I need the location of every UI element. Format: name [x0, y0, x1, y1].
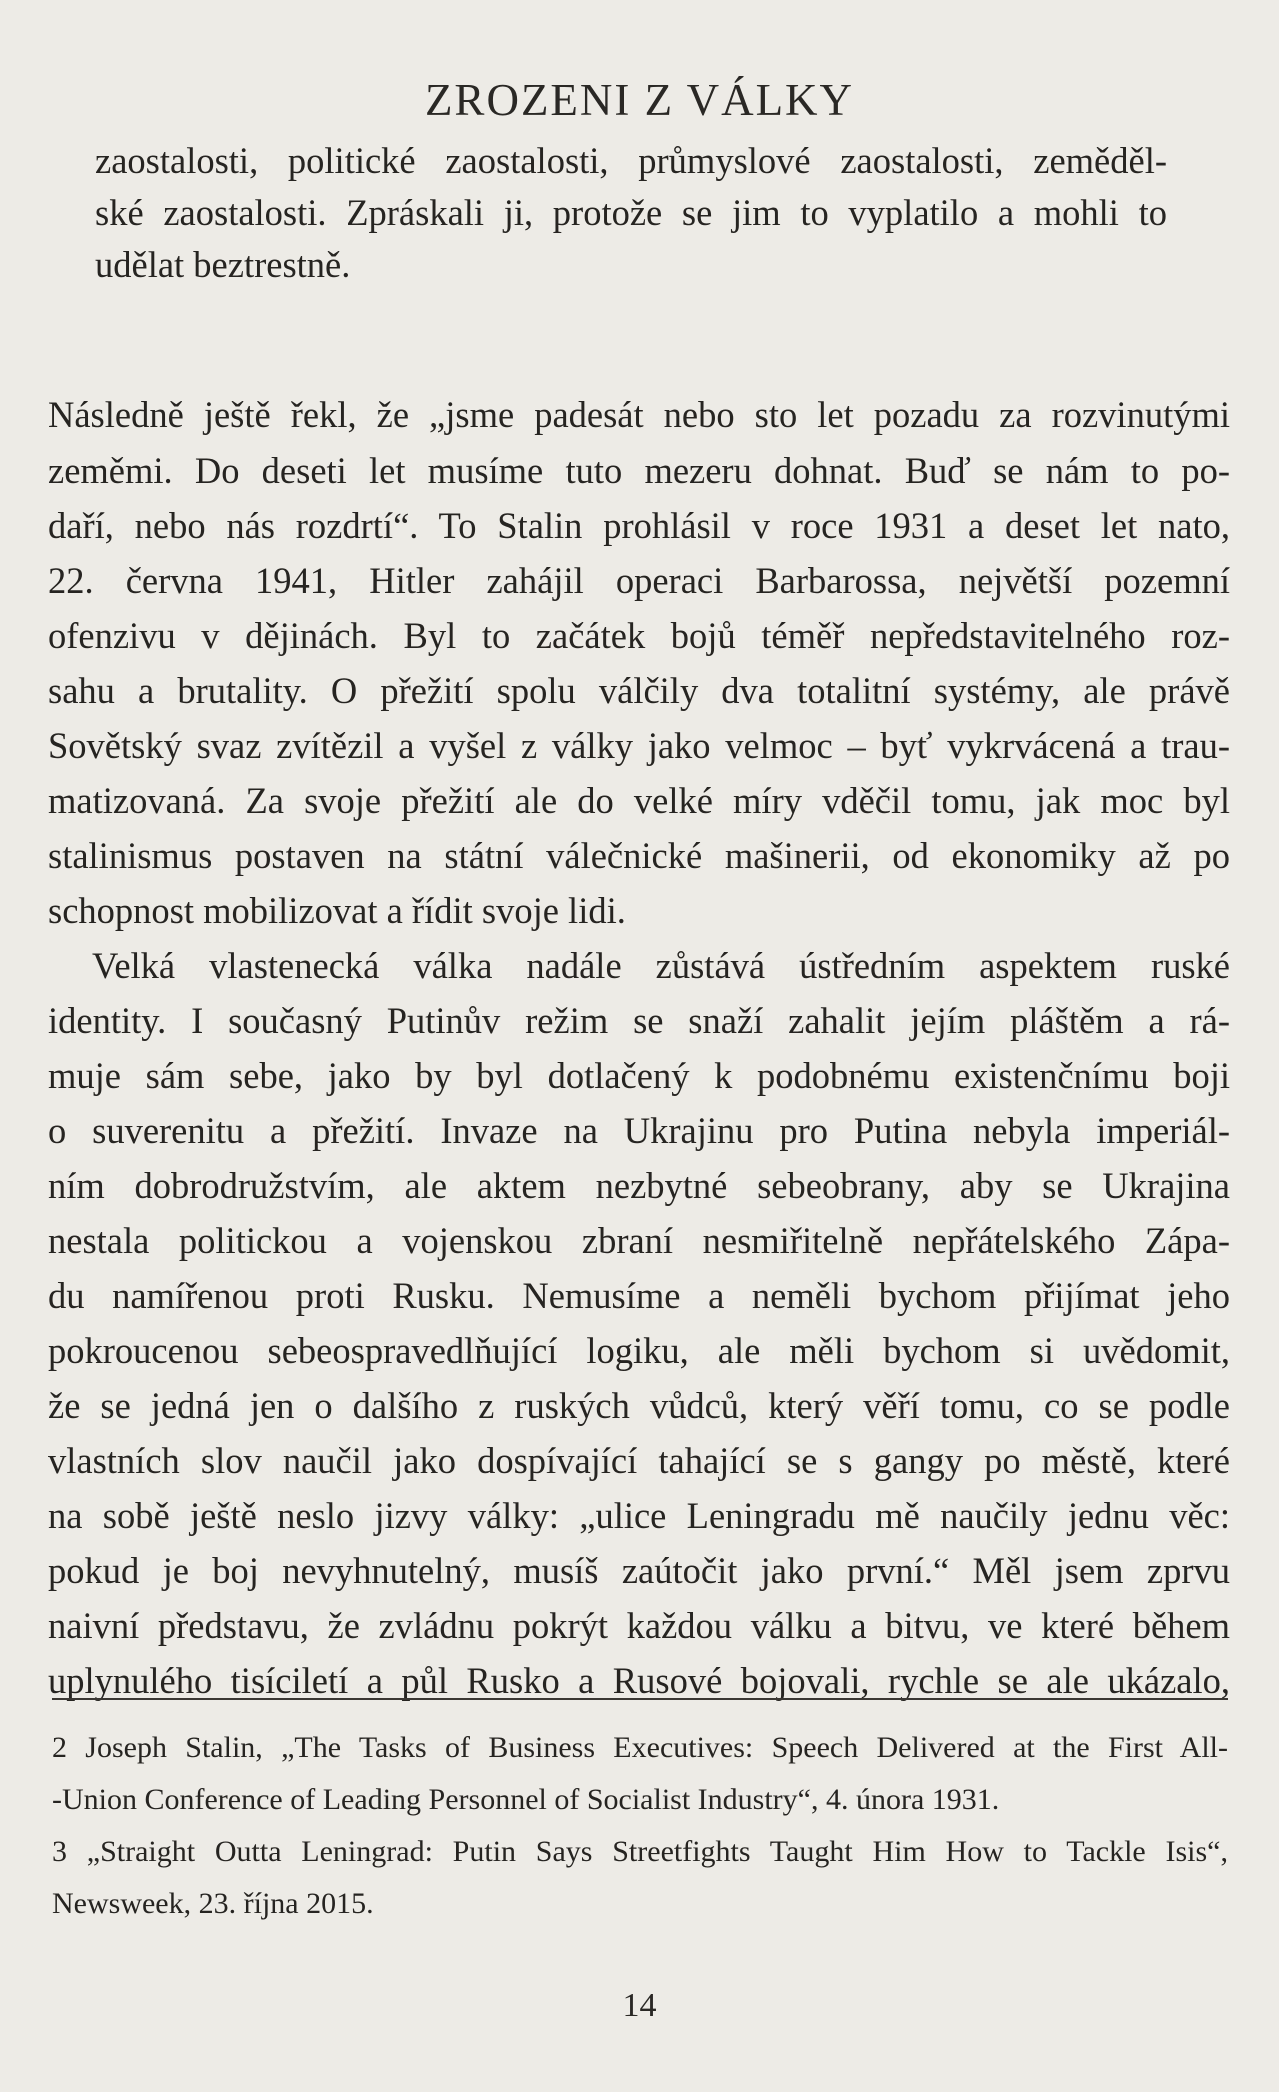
body-line: identity. I současný Putinův režim se snaží zahalit jejím pláštěm a rá-: [48, 1000, 1230, 1041]
footnote-line: -Union Conference of Leading Personnel of Socialist Industry“, 4. února 1931.: [52, 1783, 1000, 1816]
body-line: že se jedná jen o dalšího z ruských vůdců, který věří tomu, co se podle: [48, 1385, 1230, 1426]
body-line: zaostalosti, politické zaostalosti, průmyslové zaostalosti, zeměděl-: [95, 140, 1167, 181]
footnote-line: Newsweek, 23. října 2015.: [52, 1887, 374, 1920]
body-line: muje sám sebe, jako by byl dotlačený k podobnému existenčnímu boji: [48, 1055, 1230, 1096]
footnote-line: 2 Joseph Stalin, „The Tasks of Business Executives: Speech Delivered at the First All-: [52, 1731, 1228, 1764]
body-line: 22. června 1941, Hitler zahájil operaci Barbarossa, největší pozemní: [48, 560, 1230, 601]
body-line: uplynulého tisíciletí a půl Rusko a Rusové bojovali, rychle se ale ukázalo,: [48, 1660, 1230, 1701]
body-line: Velká vlastenecká válka nadále zůstává ústředním aspektem ruské: [92, 945, 1230, 986]
body-line: schopnost mobilizovat a řídit svoje lidi.: [48, 890, 626, 931]
body-line: pokud je boj nevyhnutelný, musíš zaútočit jako první.“ Měl jsem zprvu: [48, 1550, 1230, 1591]
body-line: Sovětský svaz zvítězil a vyšel z války jako velmoc – byť vykrvácená a trau-: [48, 725, 1230, 766]
body-line: naivní představu, že zvládnu pokrýt každou válku a bitvu, ve které během: [48, 1605, 1230, 1646]
page-number: 14: [622, 1987, 657, 2024]
footnote-rule: [52, 1698, 1228, 1700]
body-line: o suverenitu a přežití. Invaze na Ukrajinu pro Putina nebyla imperiál-: [48, 1110, 1230, 1151]
body-line: pokroucenou sebeospravedlňující logiku, ale měli bychom si uvědomit,: [48, 1330, 1230, 1371]
body-line: zeměmi. Do deseti let musíme tuto mezeru dohnat. Buď se nám to po-: [48, 450, 1230, 491]
body-line: udělat beztrestně.: [95, 244, 351, 285]
footnote-line: 3 „Straight Outta Leningrad: Putin Says Streetfights Taught Him How to Tackle Isis“,: [52, 1835, 1228, 1868]
body-line: vlastních slov naučil jako dospívající tahající se s gangy po městě, které: [48, 1440, 1230, 1481]
body-line: stalinismus postaven na státní válečnické mašinerii, od ekonomiky až po: [48, 835, 1230, 876]
body-line: ním dobrodružstvím, ale aktem nezbytné sebeobrany, aby se Ukrajina: [48, 1165, 1230, 1206]
body-line: daří, nebo nás rozdrtí“. To Stalin prohlásil v roce 1931 a deset let nato,: [48, 505, 1230, 546]
body-line: ské zaostalosti. Zpráskali ji, protože se jim to vyplatilo a mohli to: [95, 192, 1167, 233]
body-line: du namířenou proti Rusku. Nemusíme a neměli bychom přijímat jeho: [48, 1275, 1230, 1316]
body-line: matizovaná. Za svoje přežití ale do velké míry vděčil tomu, jak moc byl: [48, 780, 1230, 821]
body-line: na sobě ještě neslo jizvy války: „ulice Leningradu mě naučily jednu věc:: [48, 1495, 1230, 1536]
body-line: Následně ještě řekl, že „jsme padesát nebo sto let pozadu za rozvinutými: [48, 394, 1230, 435]
body-line: sahu a brutality. O přežití spolu válčily dva totalitní systémy, ale právě: [48, 670, 1230, 711]
body-line: ofenzivu v dějinách. Byl to začátek bojů téměř nepředstavitelného roz-: [48, 615, 1230, 656]
body-line: nestala politickou a vojenskou zbraní nesmiřitelně nepřátelského Zápa-: [48, 1220, 1230, 1261]
running-head: ZROZENI Z VÁLKY: [424, 75, 855, 125]
